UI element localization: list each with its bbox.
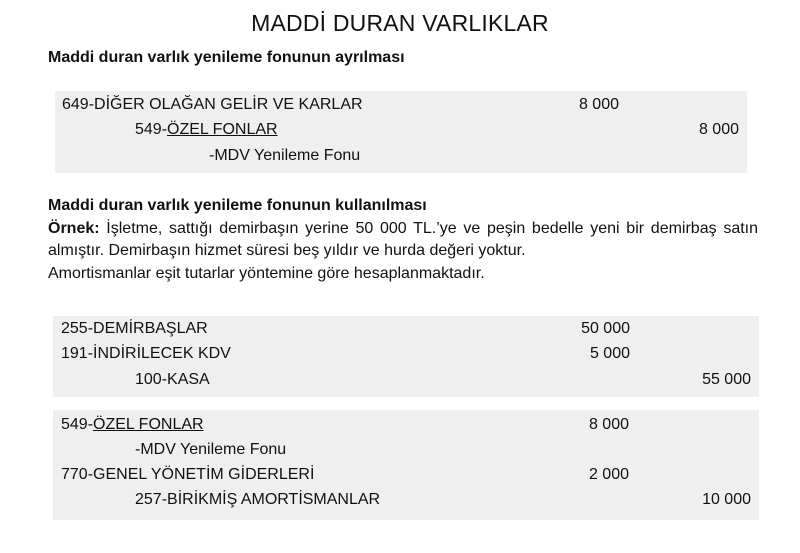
journal-row (55, 147, 747, 172)
account-label (135, 121, 278, 139)
journal-row (53, 371, 759, 396)
account-name: İNDİRİLECEK KDV (93, 345, 231, 362)
account-name: ÖZEL FONLAR (93, 416, 204, 433)
section2-heading: Maddi duran varlık yenileme fonunun kullanılması (48, 197, 427, 214)
account-name: BİRİKMİŞ AMORTİSMANLAR (167, 491, 381, 508)
journal-row (53, 320, 759, 345)
account-code: 257- (135, 491, 168, 508)
account-name: KASA (167, 371, 210, 388)
journal-row (55, 121, 747, 146)
journal-entry-purchase (53, 316, 759, 397)
page-title: MADDİ DURAN VARLIKLAR (251, 10, 549, 36)
section1-heading: Maddi duran varlık yenileme fonunun ayrılması (48, 49, 405, 66)
account-name: GENEL YÖNETİM GİDERLERİ (93, 466, 315, 483)
credit-amount: 8 000 (698, 121, 739, 138)
example-paragraph (48, 218, 758, 262)
account-label (62, 96, 363, 114)
account-label (61, 466, 314, 484)
debit-amount: 50 000 (581, 320, 630, 337)
journal-entry-amortization (53, 410, 759, 520)
debit-amount: 5 000 (589, 345, 630, 362)
journal-row (53, 466, 759, 491)
debit-amount: 8 000 (588, 416, 629, 433)
credit-amount: 10 000 (702, 491, 751, 508)
account-label (61, 345, 231, 363)
account-code: 649- (62, 96, 95, 113)
account-code: 549- (135, 121, 168, 138)
account-code: 191- (61, 345, 94, 362)
sub-account-label: -MDV Yenileme Fonu (135, 441, 287, 458)
example-label: Örnek: (48, 220, 100, 237)
journal-row (53, 416, 759, 441)
account-code: 255- (61, 320, 94, 337)
journal-row (53, 345, 759, 370)
journal-row (53, 441, 759, 466)
sub-account-label: -MDV Yenileme Fonu (209, 147, 361, 164)
debit-amount: 2 000 (588, 466, 629, 483)
credit-amount: 55 000 (702, 371, 751, 388)
account-code: 100- (135, 371, 168, 388)
account-name: DİĞER OLAĞAN GELİR VE KARLAR (94, 96, 363, 113)
example-text: İşletme, sattığı demirbaşın yerine 50 000 TL.’ye ve peşin bedelle yeni bir demirbaş satın almıştır. Demirbaşın hizmet süresi beş yıldır ve hurda değeri yoktur. (48, 220, 758, 259)
account-label (61, 320, 208, 338)
journal-entry-fund-allocation (55, 91, 747, 173)
journal-row (53, 491, 759, 516)
account-name: ÖZEL FONLAR (167, 121, 278, 138)
amortization-note: Amortismanlar eşit tutarlar yöntemine göre hesaplanmaktadır. (48, 265, 485, 282)
account-label (61, 416, 204, 434)
account-code: 770- (61, 466, 94, 483)
journal-row (55, 96, 747, 121)
account-name: DEMİRBAŞLAR (93, 320, 208, 337)
account-code: 549- (61, 416, 94, 433)
debit-amount: 8 000 (578, 96, 619, 113)
account-label (135, 491, 380, 509)
account-label (135, 371, 210, 389)
